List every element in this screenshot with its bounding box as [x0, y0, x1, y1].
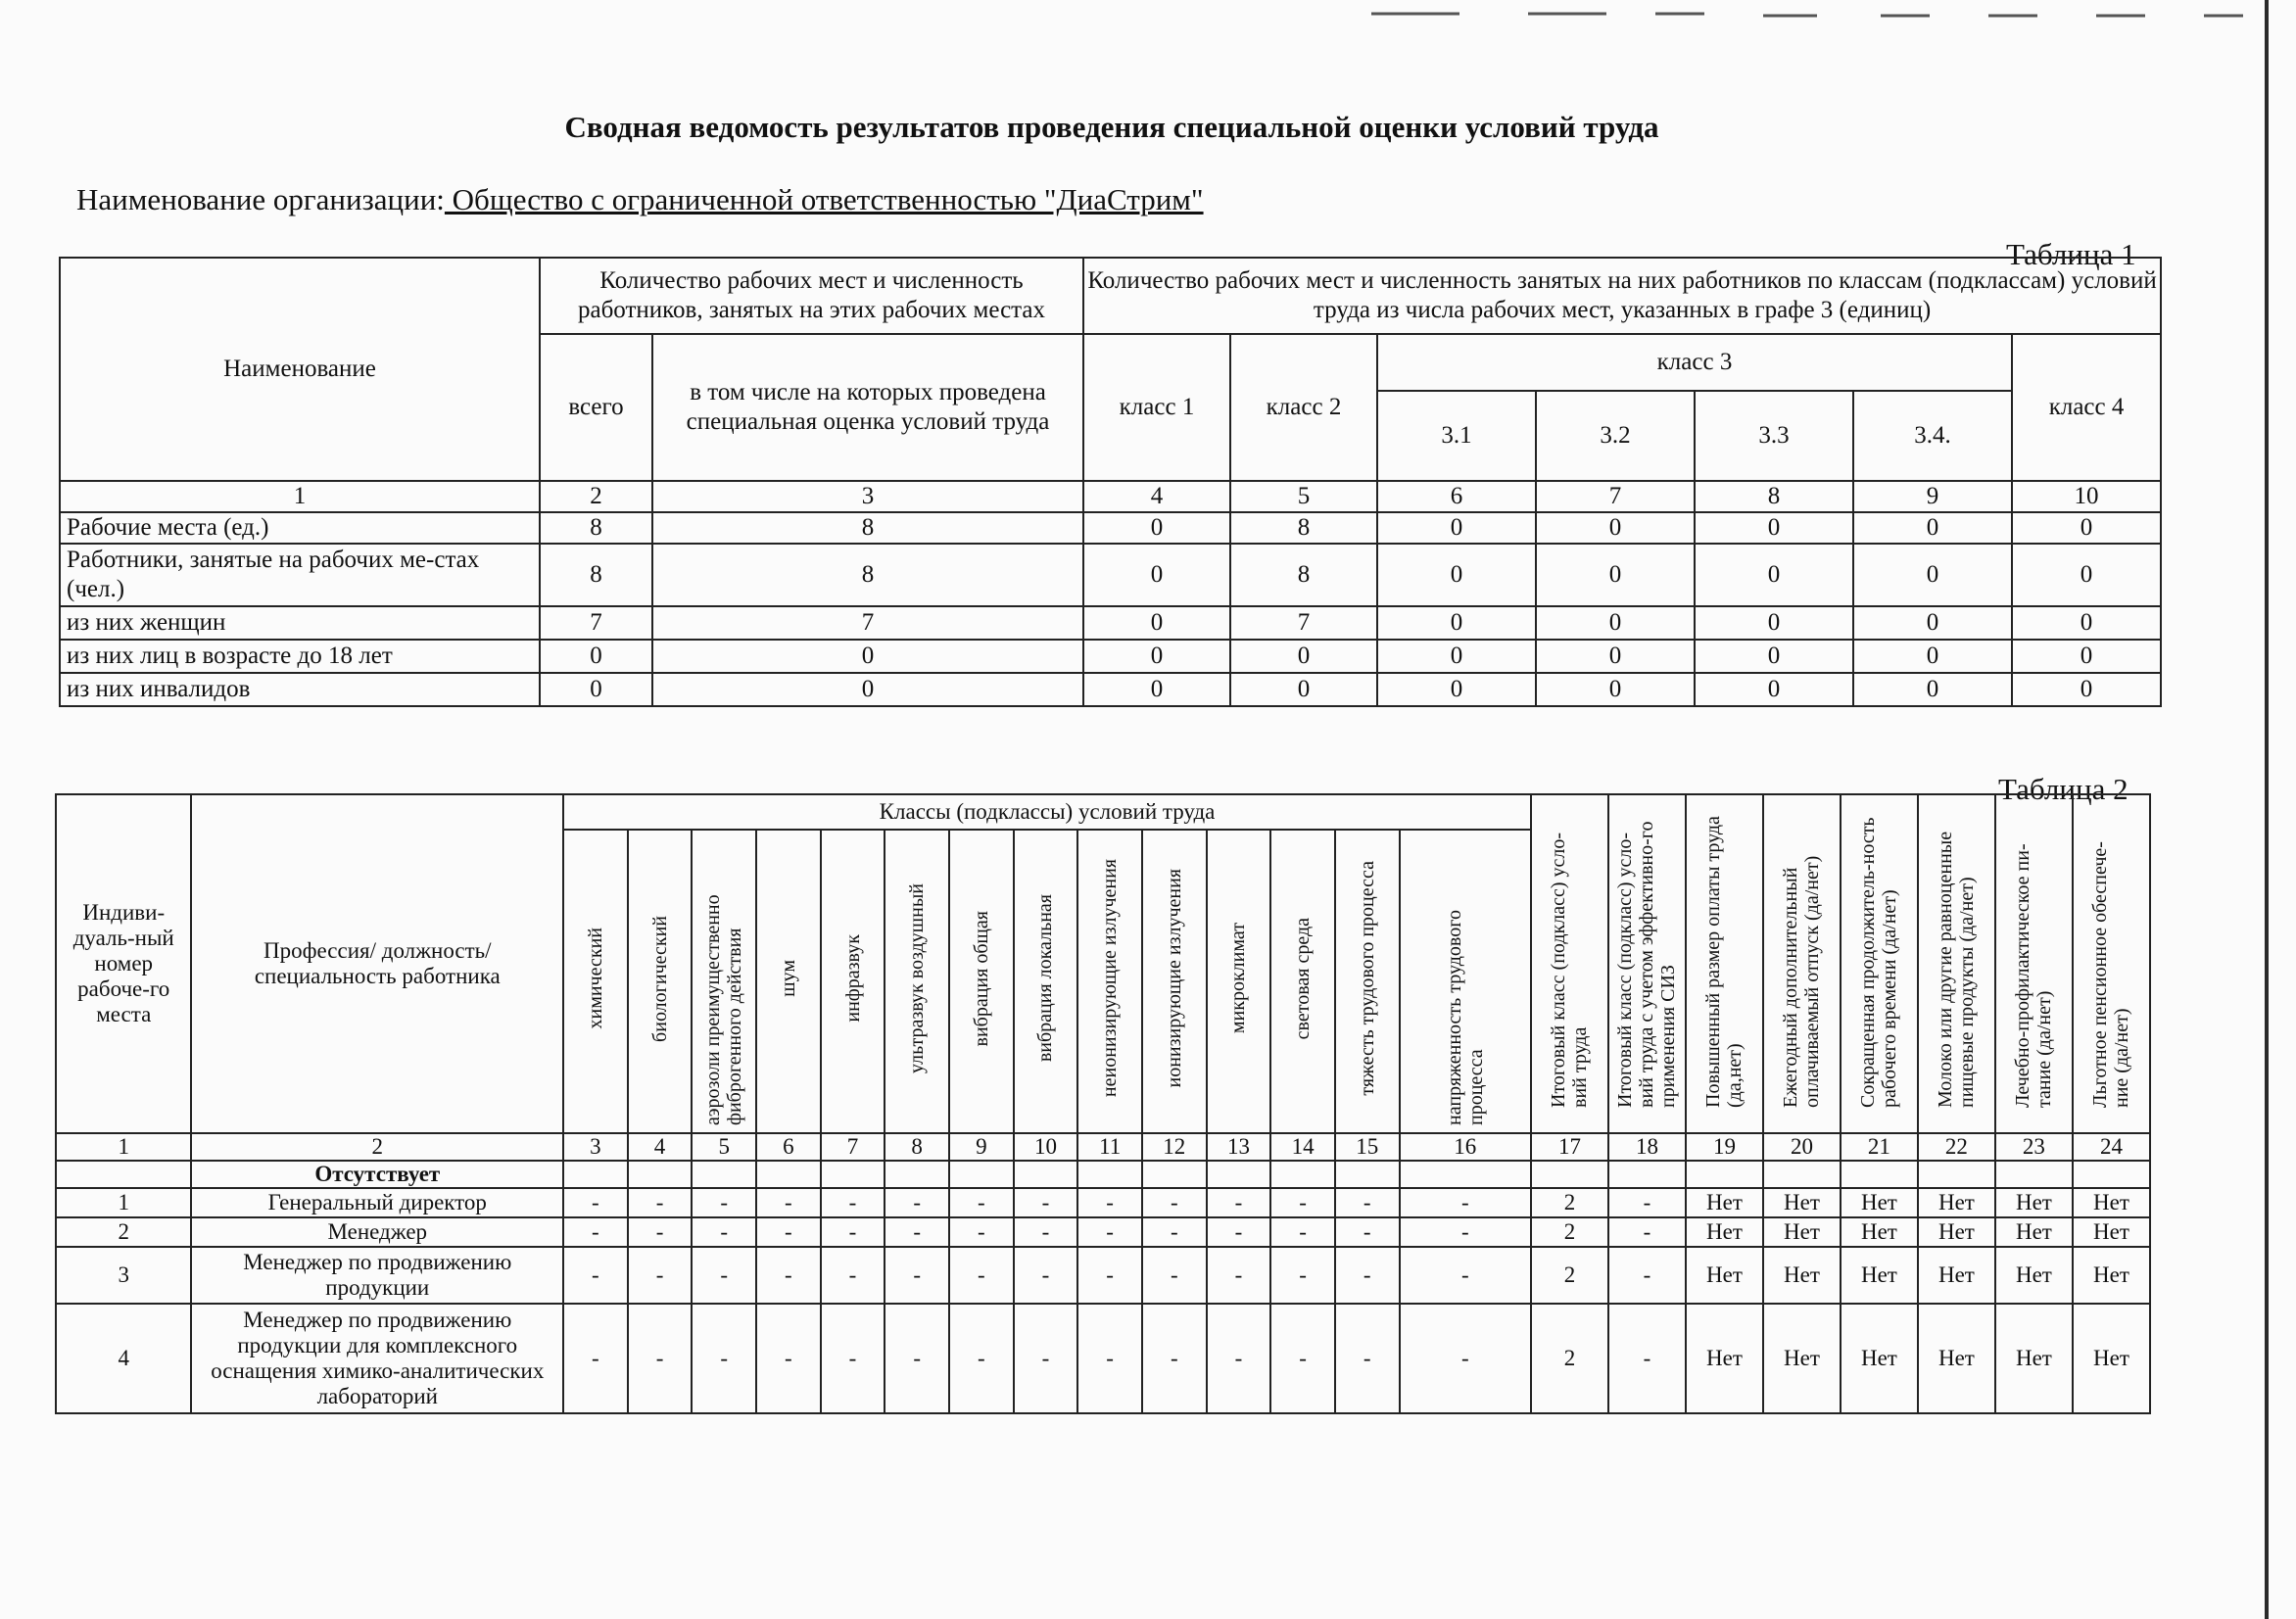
- t2-colnum: 3: [563, 1133, 628, 1161]
- cell: 0: [1536, 673, 1695, 706]
- cell: Нет: [1763, 1188, 1841, 1217]
- t2-extra-label: Итоговый класс (подкласс) усло-вий труда с учетом эффективно-го применения СИЗ: [1614, 821, 1680, 1108]
- t2-factor-label: ионизирующие излучения: [1163, 869, 1185, 1088]
- workplace-id: 1: [56, 1188, 191, 1217]
- t2-factor-label: вибрация локальная: [1034, 894, 1057, 1063]
- cell: -: [1270, 1188, 1335, 1217]
- row-label: Рабочие места (ед.): [60, 512, 540, 544]
- cell: -: [821, 1247, 885, 1304]
- t1-header-class2: класс 2: [1230, 334, 1377, 481]
- t2-header-factor: [949, 830, 1014, 1133]
- t1-colnum: 5: [1230, 481, 1377, 512]
- cell: -: [1335, 1217, 1400, 1247]
- cell: 0: [652, 673, 1083, 706]
- row-label: из них женщин: [60, 606, 540, 640]
- cell: 0: [1695, 673, 1853, 706]
- t1-header-3-3: 3.3: [1695, 391, 1853, 481]
- cell: -: [1207, 1304, 1271, 1413]
- table-row: [56, 1304, 2150, 1413]
- row-label: из них лиц в возрасте до 18 лет: [60, 640, 540, 673]
- row-label: из них инвалидов: [60, 673, 540, 706]
- cell: -: [821, 1188, 885, 1217]
- cell: -: [949, 1247, 1014, 1304]
- cell: 8: [1230, 512, 1377, 544]
- cell: 0: [2012, 606, 2161, 640]
- cell: 0: [1695, 640, 1853, 673]
- cell: 8: [1230, 544, 1377, 606]
- t2-header-factor: [1142, 830, 1207, 1133]
- cell: 0: [540, 640, 652, 673]
- scan-edge-marks: [0, 0, 2296, 29]
- cell: 0: [1853, 544, 2012, 606]
- cell: Нет: [1841, 1188, 1918, 1217]
- cell: 0: [1695, 606, 1853, 640]
- cell: -: [1014, 1247, 1078, 1304]
- t1-header-3-1: 3.1: [1377, 391, 1536, 481]
- t2-header-profession: Профессия/ должность/ специальность работника: [191, 794, 563, 1133]
- t2-colnum: 20: [1763, 1133, 1841, 1161]
- table-row: [56, 1247, 2150, 1304]
- cell: -: [1142, 1304, 1207, 1413]
- cell: -: [1400, 1188, 1531, 1217]
- cell: 0: [1083, 640, 1230, 673]
- summary-table: [59, 257, 2162, 707]
- cell: -: [692, 1217, 756, 1247]
- t2-header-factor: [628, 830, 693, 1133]
- t2-factor-label: напряженность трудового процесса: [1443, 910, 1487, 1125]
- cell: -: [885, 1188, 949, 1217]
- t1-colnum: 10: [2012, 481, 2161, 512]
- t2-factor-label: ультразвук воздушный: [906, 883, 929, 1073]
- cell: Нет: [1841, 1217, 1918, 1247]
- cell: 7: [540, 606, 652, 640]
- cell: 2: [1531, 1188, 1608, 1217]
- row-label: Работники, занятые на рабочих ме-стах (чел.): [60, 544, 540, 606]
- table-row: [60, 606, 2161, 640]
- cell: -: [1142, 1247, 1207, 1304]
- t2-colnum: 6: [756, 1133, 821, 1161]
- t2-header-extra: [1995, 794, 2073, 1133]
- t2-factor-label: биологический: [648, 915, 671, 1042]
- t2-extra-label: Молоко или другие равноценные пищевые продукты (да/нет): [1935, 831, 1979, 1108]
- t2-factor-label: вибрация общая: [970, 910, 992, 1047]
- t1-colnum: 7: [1536, 481, 1695, 512]
- cell: -: [1014, 1304, 1078, 1413]
- cell: 0: [2012, 640, 2161, 673]
- cell: -: [1400, 1304, 1531, 1413]
- cell: 0: [1536, 640, 1695, 673]
- cell: 8: [540, 544, 652, 606]
- cell: 0: [2012, 512, 2161, 544]
- t2-colnum: 9: [949, 1133, 1014, 1161]
- cell: -: [1077, 1304, 1142, 1413]
- cell: -: [1207, 1247, 1271, 1304]
- cell: -: [1608, 1188, 1686, 1217]
- cell: -: [628, 1247, 693, 1304]
- cell: 2: [1531, 1217, 1608, 1247]
- t2-colnum: 11: [1077, 1133, 1142, 1161]
- t1-colnum: 4: [1083, 481, 1230, 512]
- cell: -: [949, 1304, 1014, 1413]
- empty-cell: [56, 1161, 191, 1188]
- organization-line: [76, 182, 1204, 217]
- cell: Нет: [1995, 1304, 2073, 1413]
- t1-header-classes: Количество рабочих мест и численность занятых на них работников по классам (подклассам) условий труда из числа рабочих мест, указанных в графе 3 (единиц): [1083, 258, 2161, 334]
- table-row: [60, 673, 2161, 706]
- t2-header-factor: [1270, 830, 1335, 1133]
- cell: -: [1608, 1217, 1686, 1247]
- t2-colnum: 21: [1841, 1133, 1918, 1161]
- cell: 8: [540, 512, 652, 544]
- cell: -: [1335, 1188, 1400, 1217]
- cell: -: [628, 1188, 693, 1217]
- cell: 0: [1536, 606, 1695, 640]
- cell: -: [1014, 1217, 1078, 1247]
- t2-colnum: 16: [1400, 1133, 1531, 1161]
- t2-factor-label: аэрозоли преимущественно фиброгенного действия: [702, 894, 746, 1125]
- t1-colnum: 8: [1695, 481, 1853, 512]
- cell: 0: [2012, 544, 2161, 606]
- cell: Нет: [1686, 1304, 1763, 1413]
- cell: -: [1142, 1188, 1207, 1217]
- t2-factor-label: шум: [777, 960, 799, 997]
- cell: -: [756, 1247, 821, 1304]
- cell: Нет: [1918, 1217, 1995, 1247]
- cell: Нет: [2073, 1247, 2150, 1304]
- t2-factor-label: микроклимат: [1227, 923, 1250, 1034]
- cell: Нет: [1763, 1217, 1841, 1247]
- profession: Менеджер по продвижению продукции: [191, 1247, 563, 1304]
- t2-colnum: 22: [1918, 1133, 1995, 1161]
- table-row: [56, 1217, 2150, 1247]
- cell: -: [563, 1188, 628, 1217]
- cell: -: [628, 1304, 693, 1413]
- cell: -: [692, 1188, 756, 1217]
- cell: -: [1335, 1247, 1400, 1304]
- t2-colnum: 13: [1207, 1133, 1271, 1161]
- t1-colnum: 2: [540, 481, 652, 512]
- t1-colnum: 1: [60, 481, 540, 512]
- t2-header-id: Индиви-дуаль-ный номер рабоче-го места: [56, 794, 191, 1133]
- t2-extra-label: Итоговый класс (подкласс) усло-вий труда: [1548, 832, 1592, 1108]
- cell: 0: [1377, 673, 1536, 706]
- t2-colnum: 17: [1531, 1133, 1608, 1161]
- cell: -: [1142, 1217, 1207, 1247]
- organization-label: Наименование организации:: [76, 182, 445, 216]
- cell: Нет: [1686, 1247, 1763, 1304]
- t2-colnum: 19: [1686, 1133, 1763, 1161]
- table-row: [60, 544, 2161, 606]
- cell: Нет: [2073, 1217, 2150, 1247]
- cell: 0: [1377, 512, 1536, 544]
- t2-header-extra: [1918, 794, 1995, 1133]
- t1-header-total: всего: [540, 334, 652, 481]
- t2-colnum: 4: [628, 1133, 693, 1161]
- workplace-id: 4: [56, 1304, 191, 1413]
- cell: 0: [540, 673, 652, 706]
- cell: 0: [2012, 673, 2161, 706]
- t2-colnum: 8: [885, 1133, 949, 1161]
- t2-colnum: 15: [1335, 1133, 1400, 1161]
- t1-header-3-2: 3.2: [1536, 391, 1695, 481]
- cell: Нет: [1686, 1217, 1763, 1247]
- cell: -: [1608, 1247, 1686, 1304]
- cell: -: [756, 1217, 821, 1247]
- table-row: [60, 640, 2161, 673]
- t1-header-class1: класс 1: [1083, 334, 1230, 481]
- scan-right-edge: [2265, 0, 2269, 1619]
- t2-colnum: 14: [1270, 1133, 1335, 1161]
- t2-factor-label: химический: [584, 928, 606, 1029]
- t2-colnum: 5: [692, 1133, 756, 1161]
- cell: -: [821, 1304, 885, 1413]
- t1-colnum: 3: [652, 481, 1083, 512]
- document-title: Сводная ведомость результатов проведения специальной оценки условий труда: [564, 110, 1659, 144]
- cell: -: [885, 1304, 949, 1413]
- profession: Менеджер по продвижению продукции для комплексного оснащения химико-аналитических лабораторий: [191, 1304, 563, 1413]
- t1-header-class3: класс 3: [1377, 334, 2012, 391]
- t2-colnum: 1: [56, 1133, 191, 1161]
- cell: 0: [652, 640, 1083, 673]
- t1-colnum: 6: [1377, 481, 1536, 512]
- organization-name: Общество с ограниченной ответственностью "ДиаСтрим": [444, 182, 1204, 216]
- cell: -: [1270, 1217, 1335, 1247]
- workplace-id: 3: [56, 1247, 191, 1304]
- cell: -: [563, 1247, 628, 1304]
- cell: 7: [652, 606, 1083, 640]
- profession: Менеджер: [191, 1217, 563, 1247]
- cell: 0: [1536, 512, 1695, 544]
- cell: 0: [1377, 606, 1536, 640]
- t2-factor-label: инфразвук: [841, 934, 864, 1023]
- t2-colnum: 23: [1995, 1133, 2073, 1161]
- t2-extra-label: Ежегодный дополнительный оплачиваемый отпуск (да/нет): [1780, 855, 1824, 1108]
- t2-colnum: 24: [2073, 1133, 2150, 1161]
- table-row: [60, 512, 2161, 544]
- cell: -: [692, 1304, 756, 1413]
- cell: Нет: [2073, 1188, 2150, 1217]
- cell: -: [1400, 1217, 1531, 1247]
- t2-extra-label: Сокращенная продолжитель-ность рабочего времени (да/нет): [1857, 817, 1901, 1108]
- cell: 8: [652, 512, 1083, 544]
- cell: Нет: [1995, 1247, 2073, 1304]
- cell: 0: [1230, 640, 1377, 673]
- t1-header-evaluated: в том числе на которых проведена специальная оценка условий труда: [652, 334, 1083, 481]
- cell: Нет: [1841, 1304, 1918, 1413]
- cell: Нет: [1763, 1247, 1841, 1304]
- cell: 0: [1853, 606, 2012, 640]
- cell: 0: [1083, 544, 1230, 606]
- t1-header-3-4: 3.4.: [1853, 391, 2012, 481]
- t2-factor-label: неионизирующие излучения: [1099, 859, 1122, 1098]
- cell: Нет: [2073, 1304, 2150, 1413]
- cell: -: [1608, 1304, 1686, 1413]
- t2-factor-label: тяжесть трудового процесса: [1356, 861, 1378, 1096]
- t2-header-factor: [1400, 830, 1531, 1133]
- t1-header-count: Количество рабочих мест и численность работников, занятых на этих рабочих местах: [540, 258, 1083, 334]
- cell: -: [756, 1188, 821, 1217]
- cell: 8: [652, 544, 1083, 606]
- t2-extra-label: Лечебно-профилактическое пи-тание (да/нет): [2012, 843, 2056, 1108]
- cell: -: [1077, 1247, 1142, 1304]
- cell: -: [949, 1217, 1014, 1247]
- cell: -: [628, 1217, 693, 1247]
- t2-header-factor: [1335, 830, 1400, 1133]
- cell: 2: [1531, 1247, 1608, 1304]
- t2-colnum: 10: [1014, 1133, 1078, 1161]
- t2-header-extra: [1686, 794, 1763, 1133]
- t1-colnum: 9: [1853, 481, 2012, 512]
- cell: -: [949, 1188, 1014, 1217]
- cell: -: [885, 1217, 949, 1247]
- t2-header-factor: [1077, 830, 1142, 1133]
- table1-caption: Таблица 1: [2006, 237, 2136, 271]
- t1-header-name: Наименование: [60, 258, 540, 481]
- t2-colnum: 12: [1142, 1133, 1207, 1161]
- cell: -: [692, 1247, 756, 1304]
- t2-header-factor: [756, 830, 821, 1133]
- cell: 0: [1853, 512, 2012, 544]
- cell: 0: [1377, 640, 1536, 673]
- cell: -: [756, 1304, 821, 1413]
- cell: 0: [1536, 544, 1695, 606]
- t2-header-factor: [692, 830, 756, 1133]
- cell: -: [821, 1217, 885, 1247]
- cell: -: [1207, 1188, 1271, 1217]
- t2-header-factor: [821, 830, 885, 1133]
- cell: Нет: [1995, 1217, 2073, 1247]
- cell: -: [1077, 1188, 1142, 1217]
- cell: -: [563, 1217, 628, 1247]
- cell: Нет: [1686, 1188, 1763, 1217]
- t2-header-extra: [1763, 794, 1841, 1133]
- t2-header-extra: [1841, 794, 1918, 1133]
- cell: -: [1270, 1247, 1335, 1304]
- cell: -: [563, 1304, 628, 1413]
- t2-extra-label: Льготное пенсионное обеспече-ние (да/нет): [2089, 841, 2133, 1108]
- t2-header-extra: [1531, 794, 1608, 1133]
- cell: -: [1077, 1217, 1142, 1247]
- cell: 0: [1695, 512, 1853, 544]
- t2-header-extra: [2073, 794, 2150, 1133]
- table2-caption: Таблица 2: [1998, 772, 2129, 806]
- cell: -: [1014, 1188, 1078, 1217]
- cell: Нет: [1918, 1304, 1995, 1413]
- cell: 0: [1377, 544, 1536, 606]
- cell: -: [1207, 1217, 1271, 1247]
- section-heading: Отсутствует: [191, 1161, 563, 1188]
- cell: -: [1335, 1304, 1400, 1413]
- cell: 7: [1230, 606, 1377, 640]
- cell: 2: [1531, 1304, 1608, 1413]
- t1-header-class4: класс 4: [2012, 334, 2161, 481]
- t2-header-factor: [1207, 830, 1271, 1133]
- t2-header-extra: [1608, 794, 1686, 1133]
- cell: 0: [1083, 606, 1230, 640]
- t2-header-factor: [1014, 830, 1078, 1133]
- cell: 0: [1853, 640, 2012, 673]
- t2-header-factor: [885, 830, 949, 1133]
- workplaces-table: [55, 793, 2151, 1414]
- t2-colnum: 7: [821, 1133, 885, 1161]
- t2-colnum: 18: [1608, 1133, 1686, 1161]
- t2-extra-label: Повышенный размер оплаты труда (да,нет): [1702, 816, 1746, 1108]
- cell: Нет: [1918, 1188, 1995, 1217]
- cell: 0: [1083, 673, 1230, 706]
- cell: -: [885, 1247, 949, 1304]
- profession: Генеральный директор: [191, 1188, 563, 1217]
- cell: Нет: [1841, 1247, 1918, 1304]
- cell: -: [1270, 1304, 1335, 1413]
- t2-factor-label: световая среда: [1292, 917, 1315, 1040]
- cell: Нет: [1995, 1188, 2073, 1217]
- cell: 0: [1083, 512, 1230, 544]
- cell: 0: [1853, 673, 2012, 706]
- t2-header-classes: Классы (подклассы) условий труда: [563, 794, 1531, 830]
- t2-header-factor: [563, 830, 628, 1133]
- t2-colnum: 2: [191, 1133, 563, 1161]
- cell: -: [1400, 1247, 1531, 1304]
- workplace-id: 2: [56, 1217, 191, 1247]
- cell: 0: [1695, 544, 1853, 606]
- cell: 0: [1230, 673, 1377, 706]
- cell: Нет: [1763, 1304, 1841, 1413]
- cell: Нет: [1918, 1247, 1995, 1304]
- table-row: [56, 1188, 2150, 1217]
